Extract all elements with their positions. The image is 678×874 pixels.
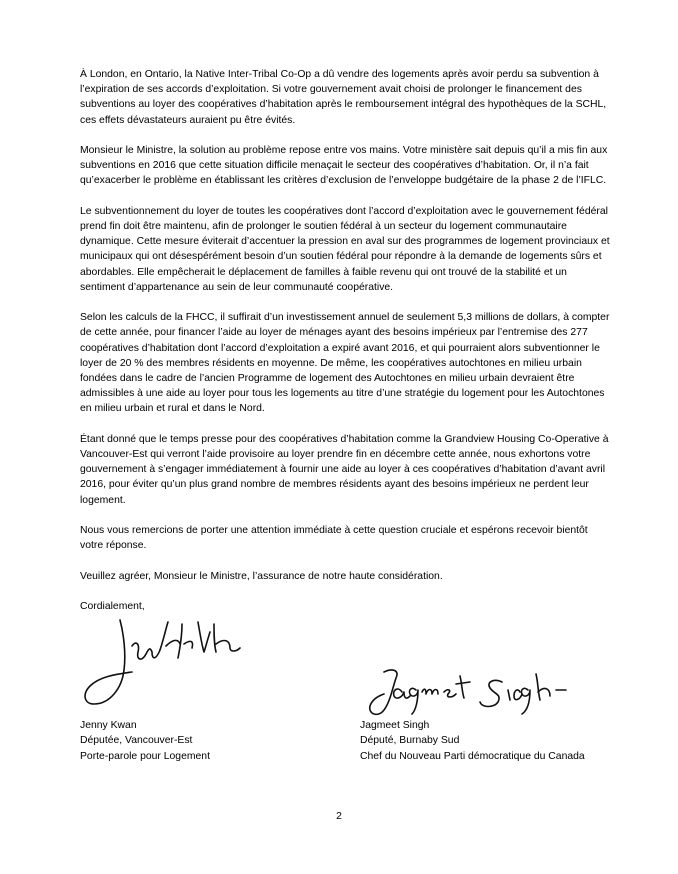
closing-line: Cordialement, xyxy=(80,601,145,612)
signer-jenny-kwan xyxy=(80,718,210,764)
signature-jenny-kwan xyxy=(80,600,280,710)
signer-role: Chef du Nouveau Parti démocratique du Canada xyxy=(360,750,585,762)
signer-name: Jenny Kwan xyxy=(80,720,137,731)
paragraph-urgency: Étant donné que le temps presse pour des coopératives d’habitation comme la Grandview Housing Co-Operative à Vancouver-Est qui verront l’aide provisoire au loyer prendre fin en décembre cette année, nous exhortons votre gouvernement à s’engager immédiatement à fournir une aide au loyer à ces coopératives d’habitation d’avant avril 2016, pour éviter qu’un plus grand nombre de membres résidents ayant des besoins impérieux ne perdent leur logement. xyxy=(80,433,609,506)
signer-title: Députée, Vancouver-Est xyxy=(80,735,193,747)
paragraph-salutation: Veuillez agréer, Monsieur le Ministre, l’assurance de notre haute considération. xyxy=(80,570,443,582)
paragraph-london-coop: À London, en Ontario, la Native Inter-Tribal Co-Op a dû vendre des logements après avoir perdu sa subvention à l’expiration de ses accords d’exploitation. Si votre gouvernement avait choisi de prolonger le financement des subventions au loyer des coopératives d’habitation après le remboursement intégral des hypothèques de la SCHL, ces effets dévastateurs auraient pu être évités. xyxy=(80,69,607,126)
page-number: 2 xyxy=(336,811,342,822)
paragraph-rent-subsidy: Le subventionnement du loyer de toutes les coopératives dont l’accord d’exploitation avec le gouvernement fédéral prend fin doit être maintenu, afin de prolonger le soutien fédéral à un secteur du logement communautaire dynamique. Cette mesure éviterait d’accentuer la pression en aval sur des programmes de logement provinciaux et municipaux qui ont désespérément besoin d’un soutien fédéral pour répondre à la demande de logements sûrs et abordables. Elle empêcherait le déplacement de familles à faible revenu qui ont trouvé de la stabilité et un sentiment d’appartenance au sein de leur communauté coopérative. xyxy=(80,205,610,293)
paragraph-fhcc-calculations: Selon les calculs de la FHCC, il suffirait d’un investissement annuel de seulement 5,3 millions de dollars, à compter de cette année, pour financer l’aide au loyer de ménages ayant des besoins impérieux par l’entremise des 277 coopératives d’habitation dont l’accord d’exploitation a expiré avant 2016, et qui pourraient alors subventionner le loyer de 20 % des membres résidents en moyenne. De même, les coopératives autochtones en milieu urbain fondées dans le cadre de l’ancien Programme de logement des Autochtones en milieu urbain devraient être admissibles à une aide au loyer pour tous les logements au titre d’une stratégie du logement pour les Autochtones en milieu urbain et rural et dans le Nord. xyxy=(80,312,610,415)
signer-role: Porte-parole pour Logement xyxy=(80,750,210,762)
paragraph-solution: Monsieur le Ministre, la solution au problème repose entre vos mains. Votre ministère sait depuis qu’il a mis fin aux subventions en 2016 que cette situation difficile menaçait le secteur des coopératives d’habitation. Or, il n’a fait qu’exacerber le problème en établissant les critères d’exclusion de l’enveloppe budgétaire de la phase 2 de l’IFLC. xyxy=(80,145,608,187)
signer-name: Jagmeet Singh xyxy=(360,720,430,731)
signer-jagmeet-singh xyxy=(360,718,585,764)
letter-body xyxy=(80,67,610,629)
paragraph-thanks: Nous vous remercions de porter une attention immédiate à cette question cruciale et espérons recevoir bientôt votre réponse. xyxy=(80,525,588,552)
signature-jagmeet-singh xyxy=(362,660,602,720)
signer-title: Député, Burnaby Sud xyxy=(360,735,460,747)
